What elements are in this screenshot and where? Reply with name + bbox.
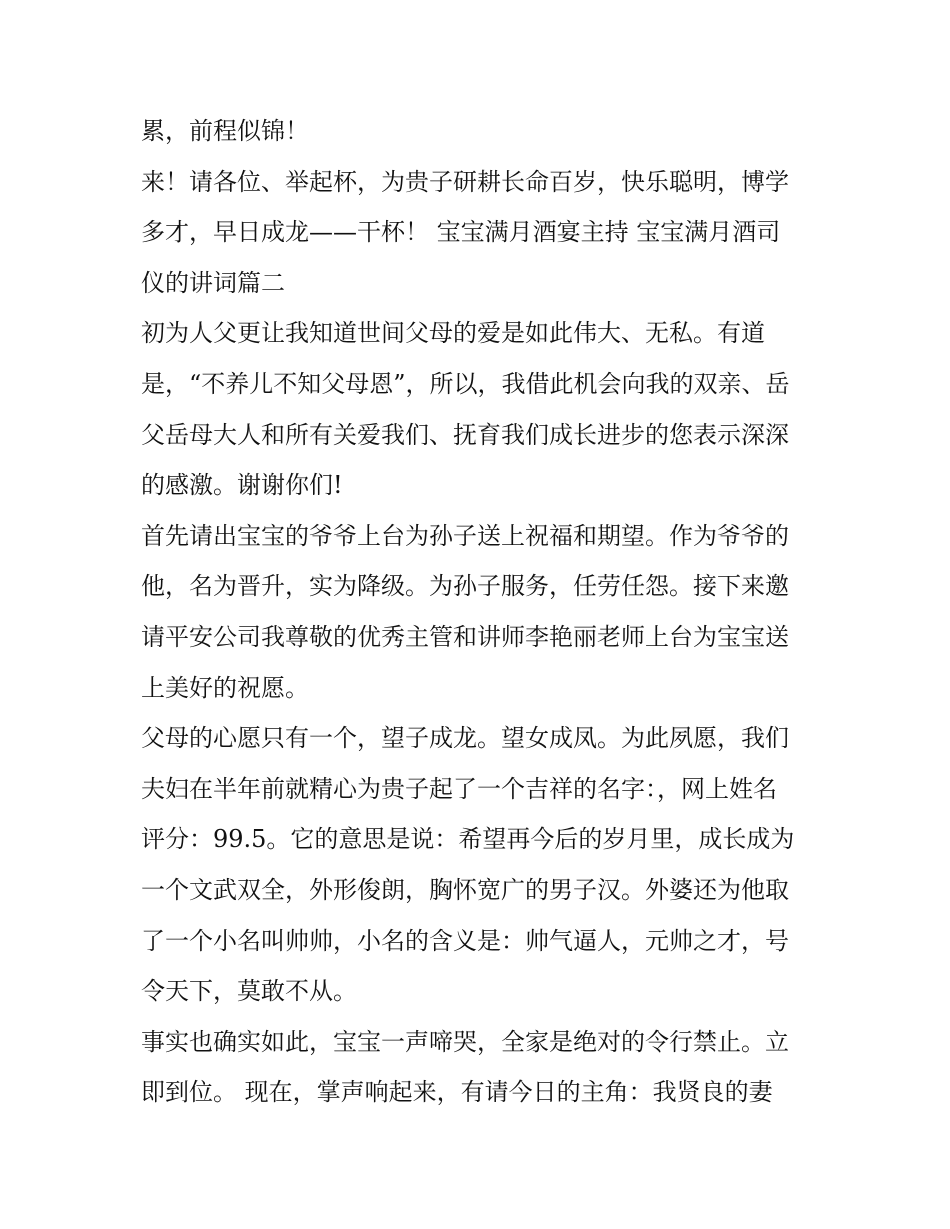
- text-line: 来！请各位、举起杯，为贵子研耕长命百岁，快乐聪明，博学: [141, 167, 789, 196]
- document-body: [141, 106, 821, 1118]
- text-line: 评分：99.5。它的意思是说：希望再今后的岁月里，成长成为: [141, 825, 795, 854]
- text-line: 请平安公司我尊敬的优秀主管和讲师李艳丽老师上台为宝宝送: [141, 622, 789, 651]
- text-line: 首先请出宝宝的爷爷上台为孙子送上祝福和期望。作为爷爷的: [141, 521, 789, 550]
- text-line: 一个文武双全，外形俊朗，胸怀宽广的男子汉。外婆还为他取: [141, 875, 789, 904]
- text-line: 是，“不养儿不知父母恩”，所以，我借此机会向我的双亲、岳: [141, 369, 790, 398]
- text-line: 了一个小名叫帅帅，小名的含义是：帅气逼人，元帅之才，号: [141, 926, 789, 955]
- text-line: 初为人父更让我知道世间父母的爱是如此伟大、无私。有道: [141, 319, 765, 348]
- text-line: 父岳母大人和所有关爱我们、抚育我们成长进步的您表示深深: [141, 420, 789, 449]
- text-line: 即到位。 现在，掌声响起来，有请今日的主角：我贤良的妻: [141, 1078, 773, 1107]
- text-line: 仪的讲词篇二: [141, 268, 285, 297]
- text-line: 夫妇在半年前就精心为贵子起了一个吉祥的名字：，网上姓名: [141, 774, 777, 803]
- text-line: 的感激。谢谢你们!: [141, 471, 343, 500]
- text-line: 父母的心愿只有一个，望子成龙。望女成凤。为此夙愿，我们: [141, 724, 789, 753]
- text-line: 累，前程似锦！: [141, 117, 309, 145]
- text-line: 上美好的祝愿。: [141, 673, 309, 702]
- text-line: 事实也确实如此，宝宝一声啼哭，全家是绝对的令行禁止。立: [141, 1027, 789, 1056]
- text-line: 多才，早日成龙——干杯！ 宝宝满月酒宴主持 宝宝满月酒司: [141, 218, 781, 247]
- text-line: 令天下，莫敢不从。: [141, 977, 357, 1006]
- text-line: 他，名为晋升，实为降级。为孙子服务，任劳任怨。接下来邀: [141, 572, 789, 601]
